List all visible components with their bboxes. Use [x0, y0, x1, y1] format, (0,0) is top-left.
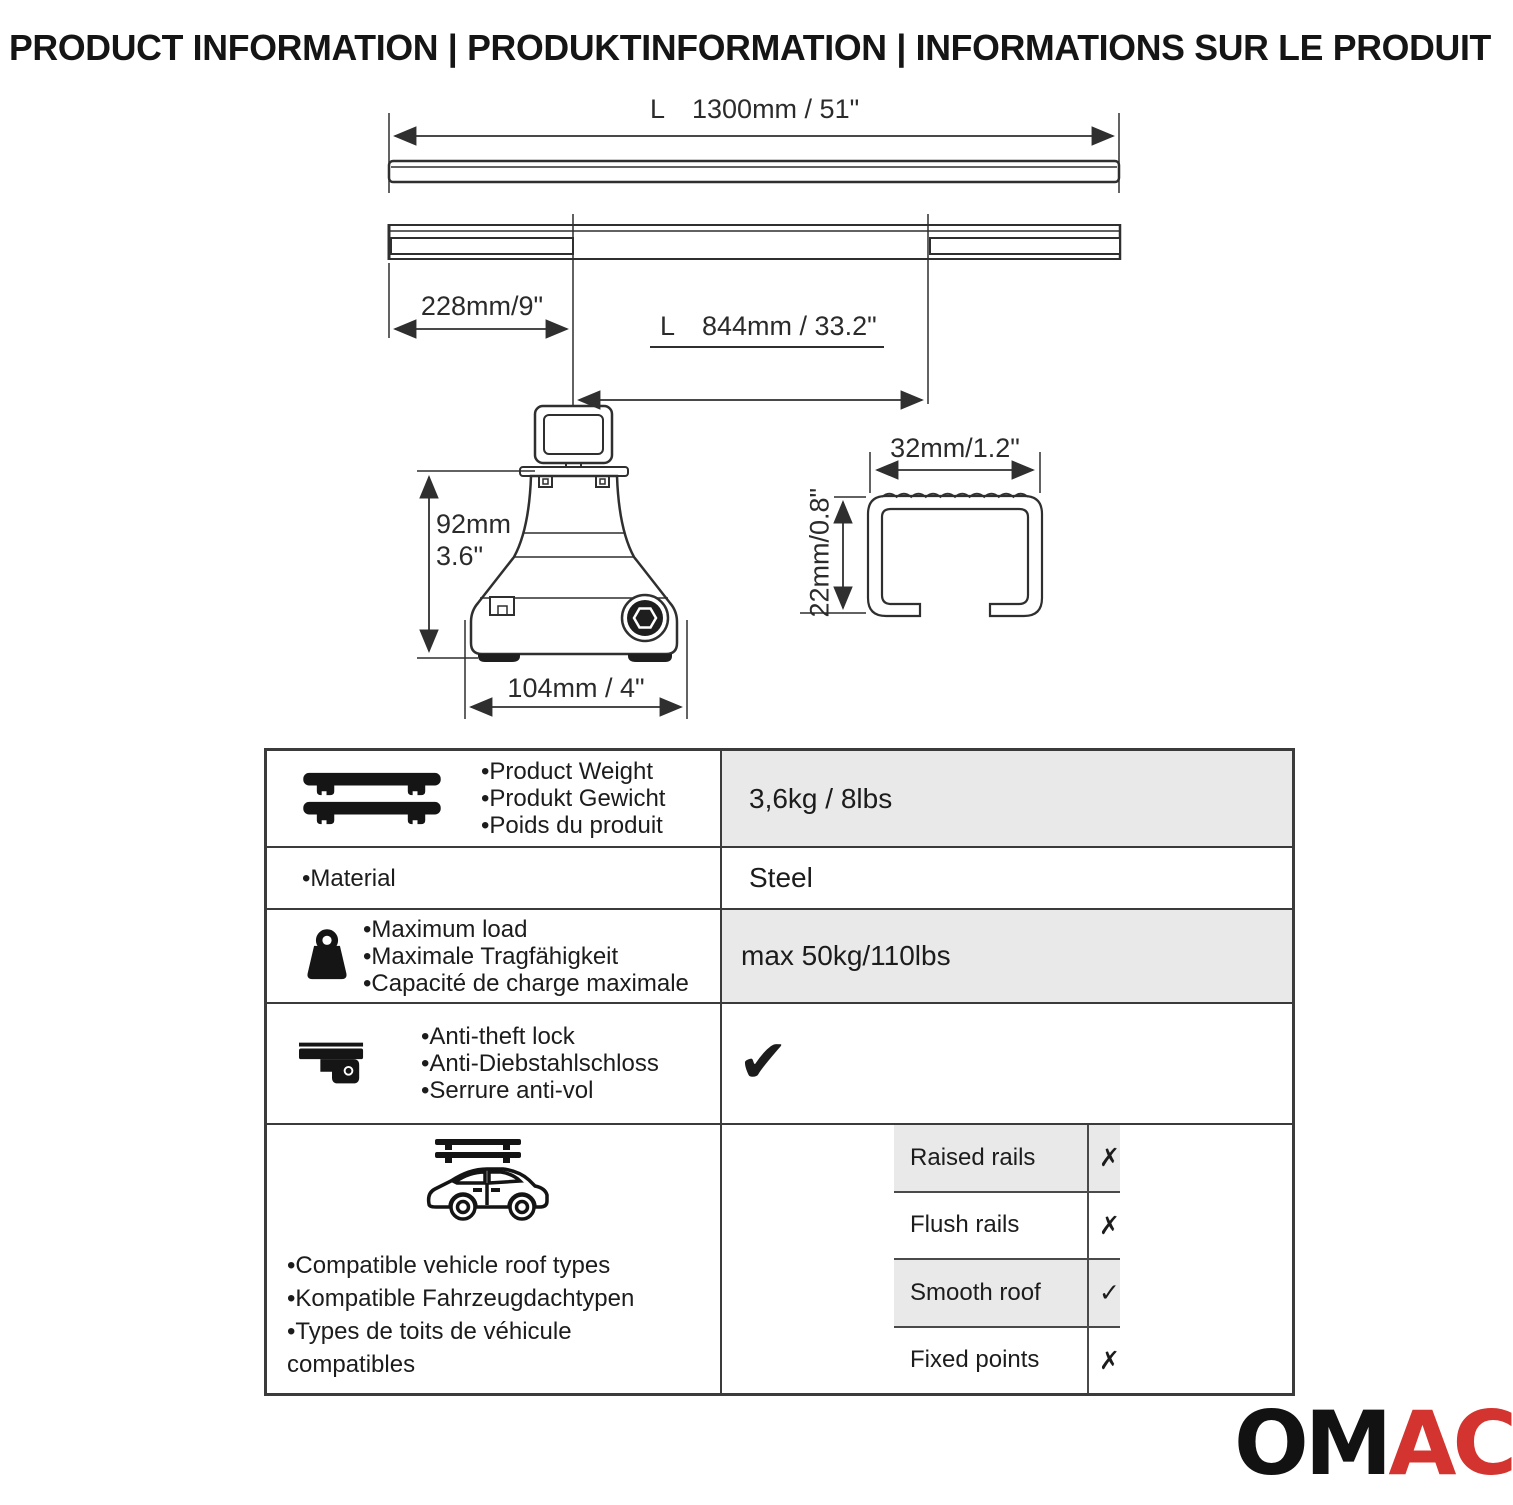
table-row-weight [267, 751, 1292, 846]
roof-types-labels [287, 1249, 634, 1381]
roof-type-label: Raised rails [894, 1125, 1089, 1191]
bar-cross-section [800, 452, 1042, 616]
dim-label-104mm: 104mm / 4" [507, 673, 645, 703]
dim-label-92mm: 92mm [436, 509, 512, 539]
dim-label-1300mm: 1300mm / 51" [692, 94, 860, 124]
dim-label-228mm: 228mm/9" [420, 291, 544, 321]
crossbars-icon [299, 769, 445, 829]
label-line: •Maximale Tragfähigkeit [363, 942, 619, 970]
label-line: •Serrure anti-vol [421, 1077, 594, 1104]
label-line: •Produkt Gewicht [481, 785, 666, 812]
table-row-max-load [267, 908, 1292, 1002]
car-roof-rack-icon [425, 1137, 551, 1233]
roof-type-mark: ✓ [1099, 1278, 1120, 1308]
weight-value: 3,6kg / 8lbs [722, 751, 1292, 846]
label-line: •Types de toits de véhicule [287, 1318, 572, 1345]
hex-bolt [622, 595, 668, 641]
label-line: •Capacité de charge maximale [363, 969, 689, 997]
dim-label-844mm: 844mm / 33.2" [702, 311, 877, 341]
lock-icon [299, 1042, 365, 1086]
label-line: •Product Weight [481, 758, 654, 785]
label-line: •Kompatible Fahrzeugdachtypen [287, 1285, 635, 1312]
dim-label-L2: L [660, 311, 676, 341]
anti-theft-labels [421, 1023, 659, 1104]
roof-type-label: Smooth roof [894, 1260, 1089, 1326]
max-load-labels [363, 916, 689, 997]
label-line: compatibles [287, 1351, 416, 1378]
spec-table [264, 748, 1295, 1396]
material-label: •Material [302, 864, 396, 892]
weight-labels [481, 758, 665, 839]
table-row-anti-theft [267, 1002, 1292, 1123]
omac-logo [1234, 1392, 1513, 1495]
label-line: •Anti-Diebstahlschloss [421, 1050, 659, 1077]
label-line: •Maximum load [363, 915, 528, 943]
roof-type-row-smooth-roof [894, 1258, 1120, 1326]
roof-type-mark: ✗ [1099, 1210, 1120, 1240]
roof-type-row-flush-rails [894, 1191, 1120, 1259]
weight-icon [303, 929, 351, 983]
roof-type-mark: ✗ [1099, 1345, 1120, 1375]
roof-type-label: Fixed points [894, 1328, 1089, 1394]
label-line: •Anti-theft lock [421, 1023, 575, 1050]
dim-label-L1: L [650, 94, 666, 124]
roof-type-label: Flush rails [894, 1193, 1089, 1259]
crossbar-top-view [389, 113, 1119, 193]
logo-text-red: AC [1388, 1392, 1513, 1495]
label-line: •Poids du produit [481, 812, 663, 839]
table-row-material [267, 846, 1292, 908]
roof-type-row-raised-rails [894, 1125, 1120, 1191]
max-load-value: max 50kg/110lbs [722, 910, 1292, 1002]
roof-type-row-fixed-points [894, 1326, 1120, 1394]
dim-label-3-6in: 3.6" [436, 541, 484, 571]
roof-type-mark: ✗ [1099, 1143, 1120, 1173]
logo-text-black: OM [1234, 1392, 1389, 1495]
page-title: PRODUCT INFORMATION | PRODUKTINFORMATION | INFORMATIONS SUR LE PRODUIT [8, 27, 1492, 68]
anti-theft-checkmark: ✔ [738, 1026, 789, 1097]
label-line: •Compatible vehicle roof types [287, 1252, 611, 1279]
table-row-roof-types [267, 1123, 1292, 1393]
material-value: Steel [749, 862, 813, 893]
dim-label-32mm: 32mm/1.2" [890, 433, 1020, 463]
dim-label-22mm: 22mm/0.8" [804, 487, 835, 618]
